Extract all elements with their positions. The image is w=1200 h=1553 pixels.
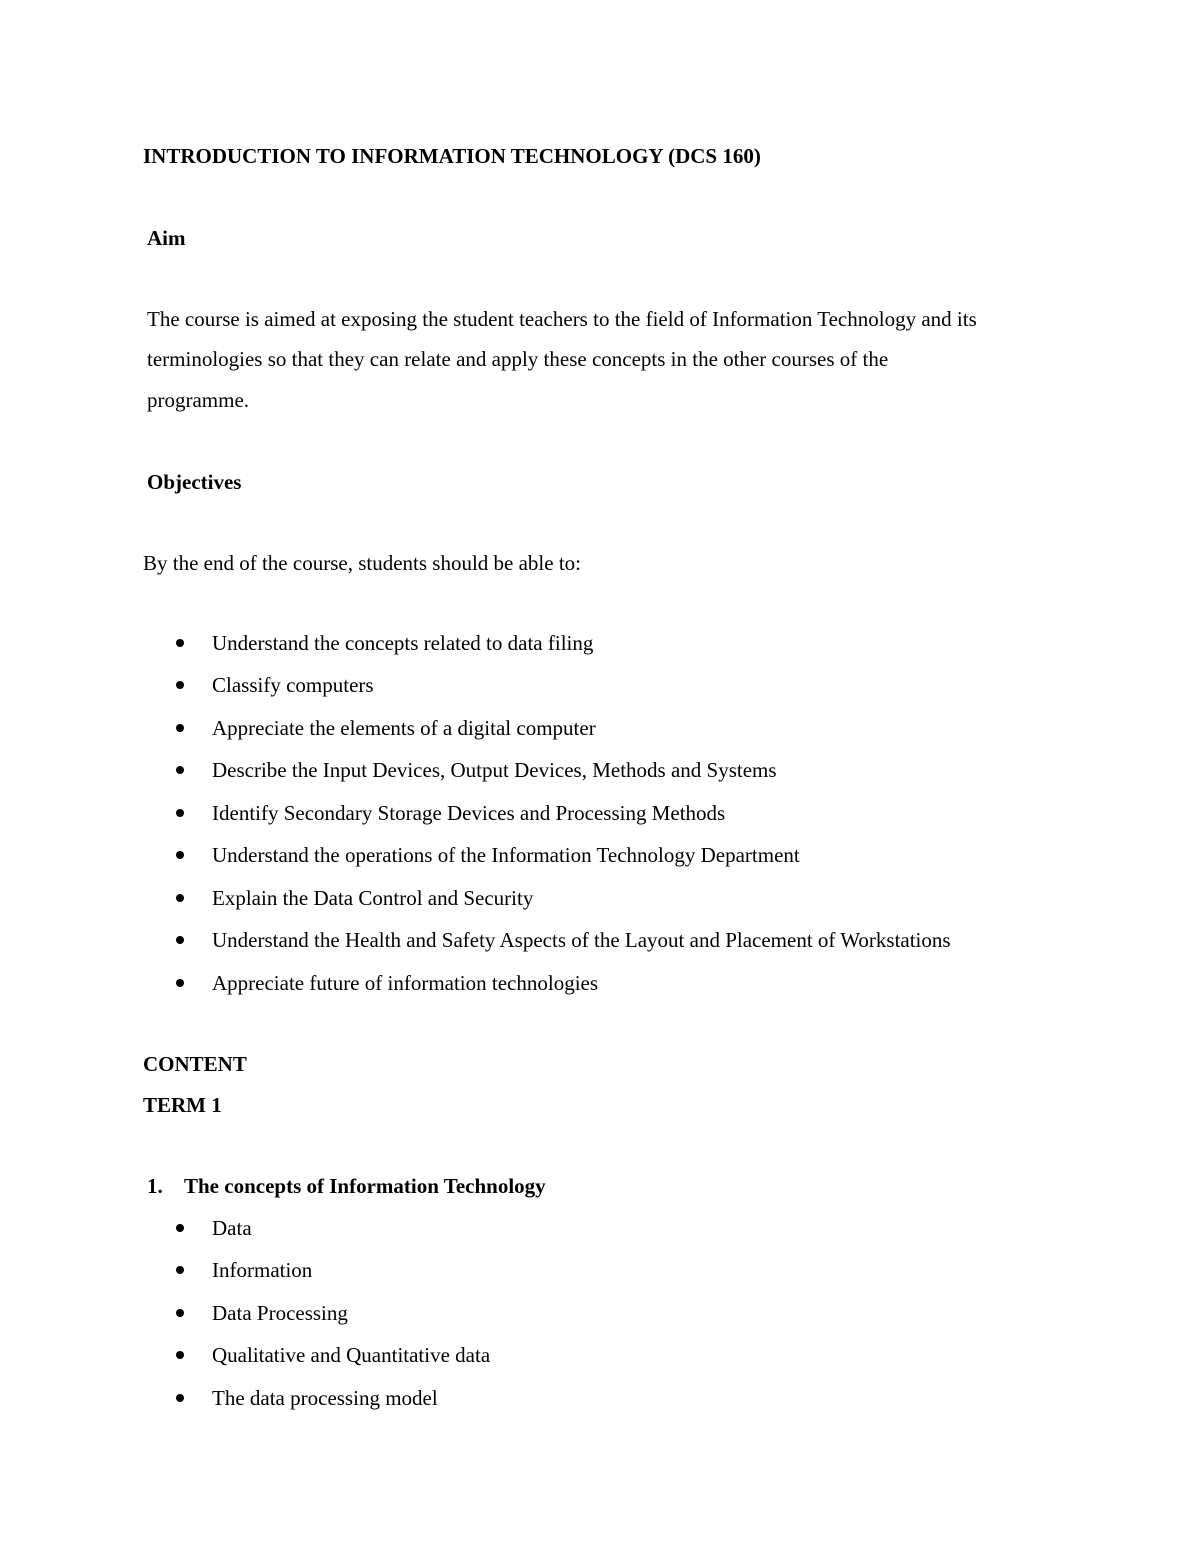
objective-item [0, 716, 1100, 740]
aim-paragraph-line: terminologies so that they can relate and apply these concepts in the other courses of the [147, 347, 889, 371]
objective-text: Describe the Input Devices, Output Devices, Methods and Systems [212, 758, 777, 782]
topic-item [0, 1216, 1100, 1240]
bullet-icon [176, 1351, 184, 1359]
objective-text: Understand the operations of the Information Technology Department [212, 843, 800, 867]
objective-text: Understand the concepts related to data filing [212, 631, 594, 655]
objective-item [0, 631, 1100, 655]
bullet-icon [176, 809, 184, 817]
aim-paragraph-line: The course is aimed at exposing the student teachers to the field of Information Technology and its [147, 307, 977, 331]
aim-paragraph-line: programme. [147, 388, 250, 412]
term-heading: TERM 1 [143, 1093, 222, 1117]
topic-item [0, 1343, 1100, 1367]
bullet-icon [176, 1266, 184, 1274]
topic-text: Data [212, 1216, 252, 1240]
bullet-icon [176, 936, 184, 944]
objective-text: Classify computers [212, 673, 374, 697]
section-title: The concepts of Information Technology [184, 1174, 546, 1198]
topic-text: Data Processing [212, 1301, 348, 1325]
objective-item [0, 886, 1100, 910]
bullet-icon [176, 1309, 184, 1317]
topic-text: The data processing model [212, 1386, 438, 1410]
bullet-icon [176, 851, 184, 859]
bullet-icon [176, 1224, 184, 1232]
objective-text: Appreciate the elements of a digital computer [212, 716, 596, 740]
topic-item [0, 1386, 1100, 1410]
objective-text: Explain the Data Control and Security [212, 886, 534, 910]
bullet-icon [176, 681, 184, 689]
objectives-heading: Objectives [147, 470, 242, 494]
topic-text: Information [212, 1258, 313, 1282]
bullet-icon [176, 894, 184, 902]
bullet-icon [176, 639, 184, 647]
bullet-icon [176, 766, 184, 774]
aim-heading: Aim [147, 226, 186, 250]
bullet-icon [176, 979, 184, 987]
objective-item [0, 971, 1100, 995]
bullet-icon [176, 1394, 184, 1402]
topic-item [0, 1258, 1100, 1282]
objective-text: Understand the Health and Safety Aspects of the Layout and Placement of Workstations [212, 928, 951, 952]
objective-text: Identify Secondary Storage Devices and Processing Methods [212, 801, 726, 825]
objective-text: Appreciate future of information technologies [212, 971, 599, 995]
content-heading: CONTENT [143, 1052, 247, 1076]
document-title: INTRODUCTION TO INFORMATION TECHNOLOGY (DCS 160) [143, 144, 761, 168]
objective-item [0, 758, 1100, 782]
objective-item [0, 673, 1100, 697]
objectives-intro: By the end of the course, students should be able to: [143, 551, 581, 575]
topic-text: Qualitative and Quantitative data [212, 1343, 491, 1367]
objective-item [0, 928, 1100, 952]
section-number: 1. [147, 1174, 163, 1198]
objective-item [0, 801, 1100, 825]
topic-item [0, 1301, 1100, 1325]
objective-item [0, 843, 1100, 867]
bullet-icon [176, 724, 184, 732]
